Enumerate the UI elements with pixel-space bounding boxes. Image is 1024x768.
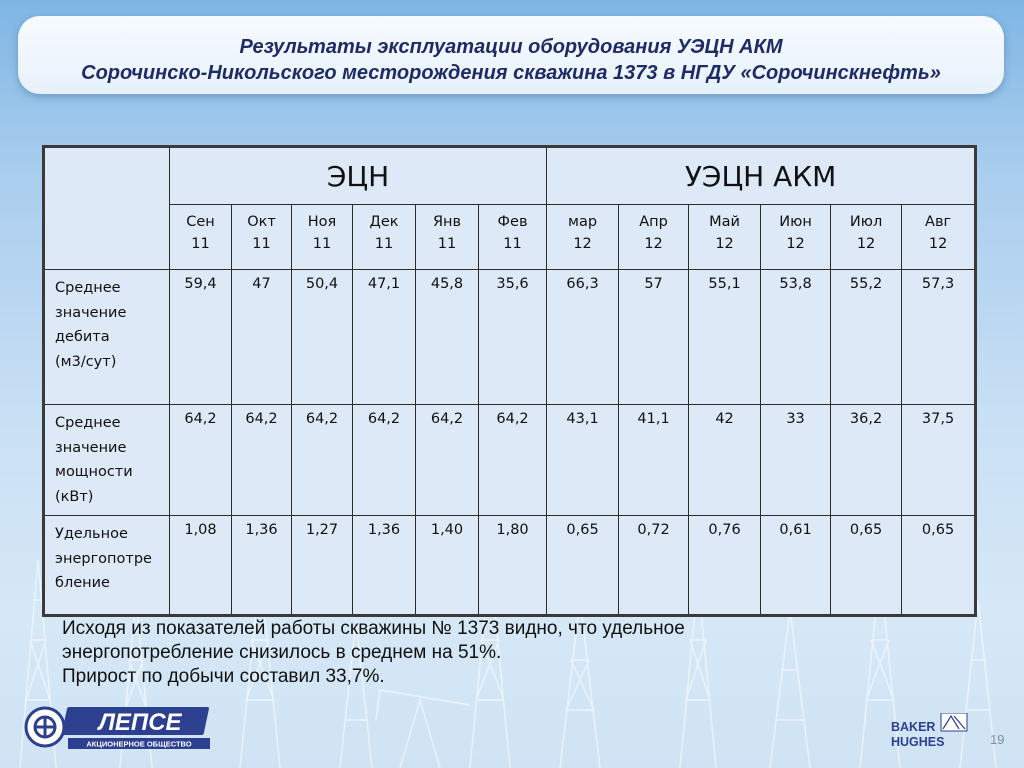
- month-name: Июл: [849, 214, 883, 230]
- month-header: [232, 205, 292, 270]
- month-name: Авг: [925, 214, 952, 230]
- table-cell: 50,4: [292, 270, 353, 405]
- summary-line: Исходя из показателей работы скважины № 1373 видно, что удельное: [62, 618, 685, 639]
- group-header-ecn: ЭЦН: [170, 147, 547, 205]
- table-row: [44, 516, 976, 616]
- baker-line2: HUGHES: [891, 735, 945, 749]
- table-cell: 64,2: [353, 405, 416, 516]
- table-cell: 64,2: [292, 405, 353, 516]
- table-cell: 57,3: [902, 270, 976, 405]
- table-cell: 1,27: [292, 516, 353, 616]
- row-label-line: мощности: [55, 464, 133, 480]
- table-cell: 64,2: [170, 405, 232, 516]
- row-label-line: бление: [55, 575, 110, 591]
- lepse-logo: [24, 704, 214, 750]
- month-name: Ноя: [307, 214, 337, 230]
- month-header: [416, 205, 479, 270]
- title-box: [18, 16, 1004, 94]
- table-cell: 42: [689, 405, 761, 516]
- table-cell: 33: [761, 405, 831, 516]
- table-cell: 64,2: [232, 405, 292, 516]
- month-year: 11: [312, 236, 332, 252]
- table-cell: 36,2: [831, 405, 902, 516]
- results-table: [42, 145, 977, 617]
- table-cell: 37,5: [902, 405, 976, 516]
- table-cell: 0,65: [831, 516, 902, 616]
- month-header: [170, 205, 232, 270]
- baker-line1: BAKER: [891, 720, 936, 734]
- month-name: мар: [568, 214, 598, 230]
- table-corner-cell: [44, 147, 170, 270]
- month-header: [619, 205, 689, 270]
- table-cell: 0,76: [689, 516, 761, 616]
- month-year: 12: [715, 236, 734, 252]
- baker-hughes-logo: [891, 713, 969, 749]
- summary-text: [62, 617, 842, 689]
- month-year: 12: [856, 236, 876, 252]
- month-header: [353, 205, 416, 270]
- table-cell: 64,2: [479, 405, 547, 516]
- month-header: [689, 205, 761, 270]
- table-cell: 0,65: [547, 516, 619, 616]
- table-cell: 66,3: [547, 270, 619, 405]
- month-name: Дек: [369, 214, 399, 230]
- table-cell: 47: [232, 270, 292, 405]
- month-header: [292, 205, 353, 270]
- month-year: 11: [374, 236, 394, 252]
- row-label-line: Среднее: [55, 415, 121, 431]
- month-year: 11: [252, 236, 271, 252]
- pumpjack-icon: [376, 690, 470, 768]
- row-label-line: дебита: [55, 329, 110, 345]
- page-subtitle: Сорочинско-Никольского месторождения скважина 1373 в НГДУ «Сорочинскнефть»: [81, 62, 941, 84]
- table-cell: 47,1: [353, 270, 416, 405]
- month-year: 12: [928, 236, 948, 252]
- table-cell: 0,72: [619, 516, 689, 616]
- table-cell: 55,2: [831, 270, 902, 405]
- table-cell: 57: [619, 270, 689, 405]
- page-number: 19: [990, 732, 1005, 747]
- row-label-line: значение: [55, 304, 127, 321]
- month-header: [547, 205, 619, 270]
- table-cell: 1,08: [170, 516, 232, 616]
- row-label-line: Удельное: [55, 526, 128, 542]
- row-label-line: значение: [55, 439, 127, 456]
- page-title: Результаты эксплуатации оборудования УЭЦН АКМ: [239, 36, 783, 58]
- table-cell: 0,65: [902, 516, 976, 616]
- table-cell: 0,61: [761, 516, 831, 616]
- row-label-line: (кВт): [55, 488, 94, 505]
- month-year: 11: [191, 236, 210, 252]
- row-label-line: (м3/сут): [55, 353, 117, 370]
- table-cell: 1,36: [353, 516, 416, 616]
- month-year: 11: [503, 236, 522, 252]
- table-cell: 1,80: [479, 516, 547, 616]
- table-cell: 64,2: [416, 405, 479, 516]
- lepse-subtitle: АКЦИОНЕРНОЕ ОБЩЕСТВО: [86, 739, 192, 749]
- month-year: 12: [644, 236, 663, 252]
- month-name: Окт: [247, 214, 276, 230]
- summary-line: Прирост по добычи составил 33,7%.: [62, 666, 385, 687]
- table-cell: 53,8: [761, 270, 831, 405]
- table-cell: 41,1: [619, 405, 689, 516]
- summary-line: энергопотребление снизилось в среднем на 51%.: [62, 642, 502, 663]
- table-row: [44, 405, 976, 516]
- row-label-power: [44, 405, 170, 516]
- table-cell: 1,40: [416, 516, 479, 616]
- row-label-line: Среднее: [55, 280, 121, 296]
- table-row: [44, 270, 976, 405]
- table-cell: 45,8: [416, 270, 479, 405]
- group-header-uecn-akm: УЭЦН АКМ: [547, 147, 976, 205]
- month-header: [479, 205, 547, 270]
- table-cell: 59,4: [170, 270, 232, 405]
- month-name: Янв: [432, 214, 462, 230]
- table-cell: 35,6: [479, 270, 547, 405]
- month-name: Сен: [186, 214, 215, 230]
- lepse-name: ЛЕПСЕ: [98, 709, 182, 736]
- month-header: [761, 205, 831, 270]
- month-year: 12: [786, 236, 805, 252]
- month-name: Апр: [639, 214, 668, 230]
- month-name: Июн: [779, 214, 812, 230]
- month-year: 12: [573, 236, 592, 252]
- table-cell: 43,1: [547, 405, 619, 516]
- month-header: [831, 205, 902, 270]
- row-label-line: энергопотре: [55, 550, 152, 567]
- group-header-row: [44, 147, 976, 205]
- month-year: 11: [437, 236, 457, 252]
- month-header-row: [44, 205, 976, 270]
- month-name: Май: [709, 214, 740, 230]
- row-label-flow-rate: [44, 270, 170, 405]
- row-label-specific-energy: [44, 516, 170, 616]
- table-cell: 1,36: [232, 516, 292, 616]
- table-cell: 55,1: [689, 270, 761, 405]
- month-name: Фев: [497, 214, 528, 230]
- month-header: [902, 205, 976, 270]
